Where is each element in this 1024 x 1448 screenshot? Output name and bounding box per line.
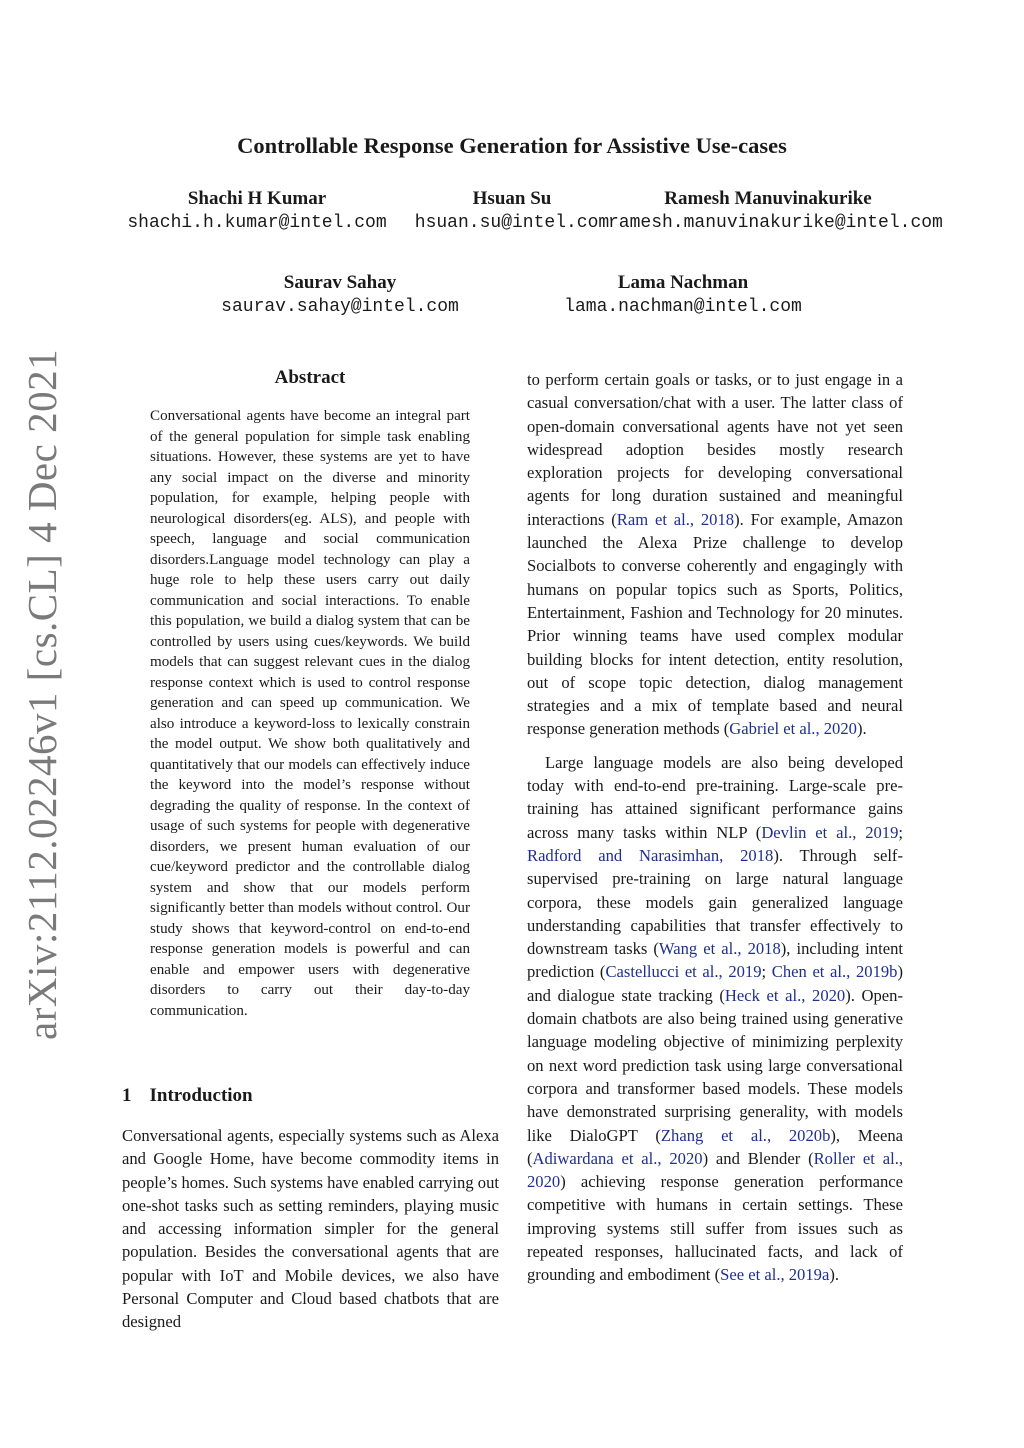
- author-email[interactable]: lama.nachman@intel.com: [564, 297, 802, 317]
- text-run: ). Through self-supervised pre-training on large natural language corpora, these models gain generalized language understanding capabilities that transfer effectively to downstream tasks (: [527, 845, 903, 959]
- abstract-text: Conversational agents have become an integral part of the general population for simple task enabling situations. However, these systems are yet to have any social impact on the diverse and minority population, for example, helping people with neurological disorders(eg. ALS), and people with speech, language and social communication disorders.Language model technology can play a huge role to help these users carry out daily communication and social interactions. To enable this population, we build a dialog system that can be controlled by users using cues/keywords. We build models that can suggest relevant cues in the dialog response context which is used to control response generation and can speed up communication. We also introduce a keyword-loss to lexically constrain the model output. We show both qualitatively and quantitatively that our models can effectively induce the keyword into the model’s response without degrading the quality of response. In the context of usage of such systems for people with degenerative disorders, we present human evaluation of our cue/keyword predictor and the controllable dialog system and show that our models perform significantly better than models without control. Our study shows that keyword-control on end-to-end response generation models is powerful and can enable and empower users with degenerative disorders to carry out their day-to-day communication.: [150, 408, 470, 1019]
- text-run: ) and dialogue state tracking (: [527, 962, 903, 1005]
- author-block: [190, 271, 490, 319]
- right-column: [527, 368, 903, 1287]
- introduction-paragraph: [122, 1124, 499, 1334]
- text-run: ), including intent prediction (: [527, 939, 903, 982]
- text-run: ), Meena (: [527, 1125, 903, 1168]
- citation-link[interactable]: Wang et al., 2018: [658, 939, 781, 959]
- text-run: ;: [761, 962, 772, 982]
- text-run: ). Open-domain chatbots are also being trained using generative language modeling objective of minimizing perplexity on next word prediction task using large conversational corpora and transformer based models. These models have demonstrated surprising generality, with models like DialoGPT (: [527, 985, 903, 1145]
- author-block: [608, 187, 943, 235]
- citation-link[interactable]: Adiwardana et al., 2020: [532, 1148, 703, 1168]
- paper-title: Controllable Response Generation for Assistive Use-cases: [237, 133, 787, 158]
- citation-link[interactable]: Chen et al., 2019b: [771, 962, 898, 982]
- author-block: [533, 271, 833, 319]
- introduction-heading: [122, 1085, 253, 1107]
- paragraph-text: Conversational agents, especially systems such as Alexa and Google Home, have become commodity items in people’s homes. Such systems have enabled carrying out one-shot tasks such as setting reminders, playing music and accessing information simpler for the general population. Besides the conversational agents that are popular with IoT and Mobile devices, we also have Personal Computer and Cloud based chatbots that are designed: [122, 1126, 499, 1332]
- author-email[interactable]: ramesh.manuvinakurike@intel.com: [608, 213, 943, 233]
- citation-link[interactable]: Devlin et al., 2019: [761, 822, 899, 842]
- author-email[interactable]: saurav.sahay@intel.com: [221, 297, 459, 317]
- paragraph: [527, 368, 903, 741]
- text-run: ;: [898, 822, 904, 842]
- citation-link[interactable]: Radford and Narasimhan, 2018: [527, 845, 774, 865]
- arxiv-identifier: arXiv:2112.02246v1 [cs.CL] 4 Dec 2021: [19, 348, 65, 1040]
- author-name: Lama Nachman: [617, 272, 749, 293]
- citation-link[interactable]: Zhang et al., 2020b: [660, 1125, 831, 1145]
- text-run: ) and Blender (: [702, 1148, 814, 1168]
- text-run: ) achieving response generation performance competitive with humans in certain settings. These improving systems still suffer from issues such as repeated responses, hallucinated facts, and lack of grounding and embodiment (: [527, 1172, 903, 1285]
- text-run: Large language models are also being developed today with end-to-end pre-training. Large-scale pre-training has attained significant performance gains across many tasks within NLP (: [527, 752, 903, 842]
- author-name: Saurav Sahay: [283, 272, 397, 293]
- author-email[interactable]: shachi.h.kumar@intel.com: [127, 213, 387, 233]
- citation-link[interactable]: Castellucci et al., 2019: [605, 962, 762, 982]
- citation-link[interactable]: Ram et al., 2018: [616, 509, 735, 529]
- citation-link[interactable]: Roller et al., 2020: [527, 1148, 903, 1192]
- abstract-heading: Abstract: [274, 367, 346, 388]
- citation-link[interactable]: See et al., 2019a: [720, 1265, 830, 1285]
- text-run: ). For example, Amazon launched the Alexa Prize challenge to develop Socialbots to converse coherently and engagingly with humans on popular topics such as Sports, Politics, Entertainment, Fashion and Technology for 20 minutes. Prior winning teams have used complex modular building blocks for intent detection, entity resolution, out of scope topic detection, dialog management strategies and a mix of template based and neural response generation methods (: [527, 509, 903, 739]
- paragraph: [527, 751, 903, 1287]
- citation-link[interactable]: Heck et al., 2020: [724, 985, 846, 1005]
- citation-link[interactable]: Gabriel et al., 2020: [729, 719, 857, 739]
- text-run: ).: [856, 719, 867, 739]
- section-number: 1: [122, 1085, 132, 1106]
- author-name: Shachi H Kumar: [187, 188, 327, 209]
- author-name: Hsuan Su: [472, 188, 552, 209]
- text-run: ).: [829, 1265, 840, 1285]
- author-name: Ramesh Manuvinakurike: [664, 188, 872, 209]
- author-email[interactable]: hsuan.su@intel.com: [414, 213, 610, 233]
- text-run: to perform certain goals or tasks, or to just engage in a casual conversation/chat with a user. The latter class of open-domain conversational agents have not yet seen widespread adoption besides mostly research exploration projects for developing conversational agents for long duration sustained and meaningful interactions (: [527, 370, 903, 529]
- section-title: Introduction: [149, 1085, 253, 1106]
